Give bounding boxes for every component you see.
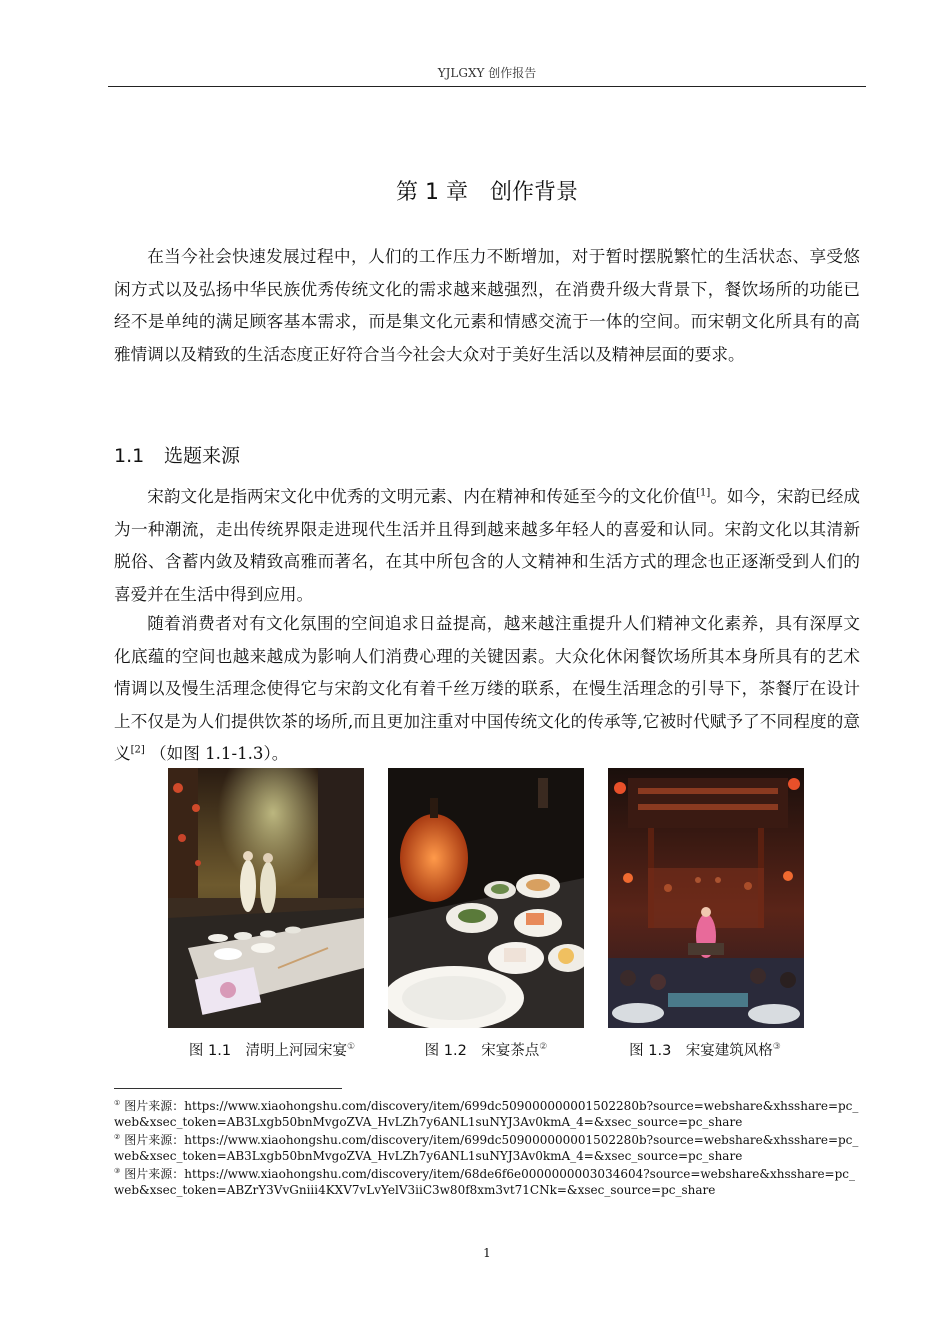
- figure-1-3-caption: 图 1.3 宋宴建筑风格③: [629, 1042, 781, 1059]
- header-rule: [108, 86, 866, 87]
- para1-tail: 。如今，宋韵已经成为一种潮流，走出传统界限走进现代生活并且得到越来越多年轻人的喜爱和认同。宋韵文化以其清新脱俗、含蓄内敛及精致高雅而著名，在其中所包含的人文精神和生活方式的理念也正逐渐受到人们的喜爱并在生活中得到应用。: [114, 487, 861, 604]
- footnotes: [114, 1096, 860, 1198]
- para1-text: 宋韵文化是指两宋文化中优秀的文明元素、内在精神和传延至今的文化价值: [147, 487, 697, 506]
- figure-1-1-footnote-mark[interactable]: ①: [347, 1042, 356, 1052]
- footnote-1: ① 图片来源：https://www.xiaohongshu.com/discovery/item/699dc509000000001502280b?source=webshare&xhsshare=pc_web&xsec_token=AB3Lxgb50bnMvgoZVA_HvLZh7y6ANL1suNYJ3Av0kmA_4=&xsec_source=pc_share: [114, 1099, 859, 1129]
- citation-2[interactable]: [2]: [130, 744, 145, 756]
- footnote-rule: [114, 1088, 342, 1089]
- para2-text: 随着消费者对有文化氛围的空间追求日益提高，越来越注重提升人们精神文化素养，具有深厚文化底蕴的空间也越来越成为影响人们消费心理的关键因素。大众化休闲餐饮场所其本身所具有的艺术情调以及慢生活理念使得它与宋韵文化有着千丝万缕的联系，在慢生活理念的引导下，茶餐厅在设计上不仅是为人们提供饮茶的场所,而且更加注重对中国传统文化的传承等,它被时代赋予了不同程度的意义: [114, 614, 860, 763]
- citation-1[interactable]: [1]: [696, 487, 711, 499]
- figure-1-2-photo: [388, 768, 584, 1028]
- footnote-3: ③ 图片来源：https://www.xiaohongshu.com/discovery/item/68de6f6e0000000003034604?source=webshare&xhsshare=pc_web&xsec_token=ABZrY3VvGniii4KXV7vLvYelV3iiC3w80f8xm3vt71CNk=&xsec_source=pc_share: [114, 1167, 856, 1197]
- footnote-2: ② 图片来源：https://www.xiaohongshu.com/discovery/item/699dc509000000001502280b?source=webshare&xhsshare=pc_web&xsec_token=AB3Lxgb50bnMvgoZVA_HvLZh7y6ANL1suNYJ3Av0kmA_4=&xsec_source=pc_share: [114, 1133, 859, 1163]
- intro-paragraph: 在当今社会快速发展过程中，人们的工作压力不断增加，对于暂时摆脱繁忙的生活状态、享受悠闲方式以及弘扬中华民族优秀传统文化的需求越来越强烈，在消费升级大背景下，餐饮场所的功能已经不是单纯的满足顾客基本需求，而是集文化元素和情感交流于一体的空间。而宋朝文化所具有的高雅情调以及精致的生活态度正好符合当今社会大众对于美好生活以及精神层面的要求。: [114, 247, 860, 364]
- figure-1-2-footnote-mark[interactable]: ②: [539, 1042, 548, 1052]
- figure-1-2-caption: 图 1.2 宋宴茶点②: [424, 1042, 548, 1059]
- section-title: 选题来源: [164, 445, 241, 467]
- body-paragraph-1: [114, 481, 860, 611]
- figure-1-3-photo: [608, 768, 804, 1028]
- figure-1-1-caption: 图 1.1 清明上河园宋宴①: [188, 1042, 356, 1059]
- body-paragraph-2: [114, 608, 860, 771]
- section-number: 1.1: [114, 445, 145, 467]
- figure-1-1-photo: [168, 768, 364, 1028]
- figure-1-3-footnote-mark[interactable]: ③: [772, 1042, 781, 1052]
- chapter-title: 第 1 章 创作背景: [396, 180, 578, 205]
- page-number: 1: [483, 1246, 491, 1260]
- para2-tail: （如图 1.1-1.3）。: [144, 744, 289, 763]
- running-header: YJLGXY 创作报告: [437, 66, 537, 80]
- section-heading: [114, 442, 240, 470]
